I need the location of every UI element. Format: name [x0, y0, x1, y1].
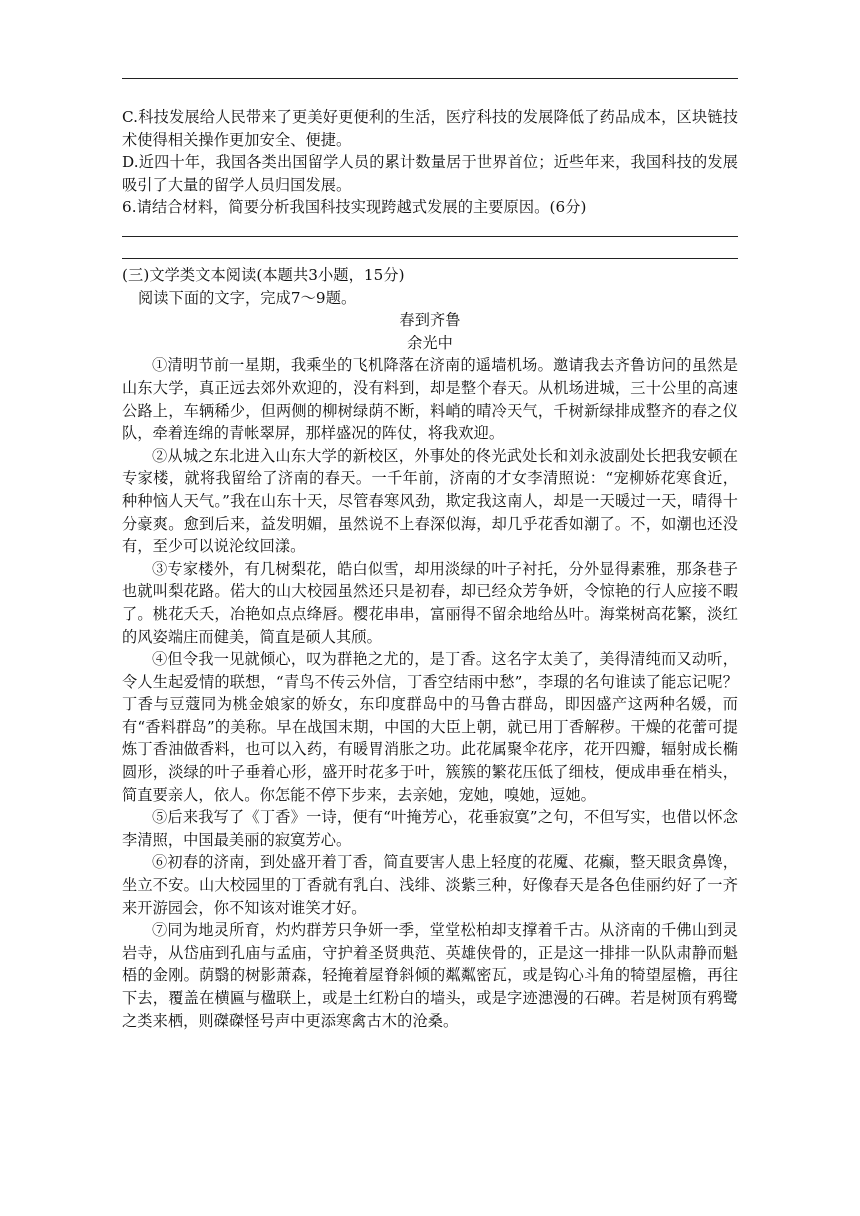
top-divider	[122, 78, 738, 79]
article-title: 春到齐鲁	[399, 311, 461, 330]
reading-section	[122, 264, 738, 1032]
paragraph-6: ⑥初春的济南，到处盛开着丁香，简直要害人患上轻度的花魇、花癫，整天眼贪鼻馋，坐立不安。山大校园里的丁香就有乳白、浅绯、淡紫三种，好像春天是各色佳丽约好了一齐来开游园会，你不知该对谁笑才好。	[122, 853, 738, 917]
paragraph-5: ⑤后来我写了《丁香》一诗，便有“叶掩芳心，花垂寂寞”之句，不但写实，也借以怀念李清照，中国最美丽的寂寞芳心。	[122, 808, 738, 849]
question-6: 6.请结合材料，简要分析我国科技实现跨越式发展的主要原因。(6分)	[122, 198, 587, 217]
section-heading: (三)文学类文本阅读(本题共3小题，15分)	[122, 266, 405, 284]
paragraph-2: ②从城之东北进入山东大学的新校区，外事处的佟光武处长和刘永波副处长把我安顿在专家楼，就将我留给了济南的春天。一千年前，济南的才女李清照说：“宠柳娇花寒食近，种种恼人天气。”我在山东十天，尽管春寒风劲，欺定我这南人，却是一天暖过一天，晴得十分豪爽。愈到后来，益发明媚，虽然说不上春深似海，却几乎花香如潮了。不，如潮也还没有，至少可以说沦纹回漾。	[122, 446, 738, 556]
paragraph-1: ①清明节前一星期，我乘坐的飞机降落在济南的遥墙机场。邀请我去齐鲁访问的虽然是山东大学，真正远去郊外欢迎的，没有料到，却是整个春天。从机场进城，三十公里的高速公路上，车辆稀少，但两侧的柳树绿荫不断，料峭的晴冷天气，千树新绿排成整齐的春之仪队，牵着连绵的青帐翠屏，那样盛况的阵仗，将我欢迎。	[122, 356, 738, 443]
paragraph-3: ③专家楼外，有几树梨花，皓白似雪，却用淡绿的叶子衬托，分外显得素雅，那条巷子也就叫梨花路。偌大的山大校园虽然还只是初春，却已经众芳争妍，令惊艳的行人应接不暇了。桃花夭夭，冶艳如点点绛唇。樱花串串，富丽得不留余地给丛叶。海棠树高花繁，淡红的风姿端庄而健美，简直是硕人其颀。	[122, 559, 738, 646]
section-instruction: 阅读下面的文字，完成7～9题。	[138, 288, 357, 307]
option-d: D.近四十年，我国各类出国留学人员的累计数量居于世界首位；近些年来，我国科技的发展吸引了大量的留学人员归国发展。	[122, 153, 738, 194]
answer-line-2	[122, 258, 738, 259]
answer-options	[122, 106, 738, 219]
answer-line-1	[122, 236, 738, 237]
paragraph-7: ⑦同为地灵所育，灼灼群芳只争妍一季，堂堂松柏却支撑着千古。从济南的千佛山到灵岩寺，从岱庙到孔庙与孟庙，守护着圣贤典范、英雄侠骨的，正是这一排排一队队肃静而魁梧的金刚。荫翳的树影萧森，轻掩着屋脊斜倾的粼粼密瓦，或是钩心斗角的犄望屋檐，再往下去，覆盖在横匾与楹联上，或是土红粉白的墙头，或是字迹漶漫的石碑。若是树顶有鸦鹭之类来栖，则磔磔怪号声中更添寒禽古木的沧桑。	[122, 921, 738, 1030]
option-c: C.科技发展给人民带来了更美好更便利的生活，医疗科技的发展降低了药品成本，区块链技术使得相关操作更加安全、便捷。	[122, 108, 738, 149]
article-author: 余光中	[407, 333, 453, 352]
paragraph-4: ④但令我一见就倾心，叹为群艳之尤的，是丁香。这名字太美了，美得清纯而又动听，令人生起爱情的联想，“青鸟不传云外信，丁香空结雨中愁”，李璟的名句谁读了能忘记呢？丁香与豆蔻同为桃金娘家的娇女，东印度群岛中的马鲁古群岛，即因盛产这两种名媛，而有“香料群岛”的美称。早在战国末期，中国的大臣上朝，就已用丁香解秽。干燥的花蕾可提炼丁香油做香料，也可以入药，有暖胃消胀之功。此花属聚伞花序，花开四瓣，辐射成长椭圆形，淡绿的叶子垂着心形，盛开时花多于叶，簇簇的繁花压低了细枝，便成串垂在梢头，简直要亲人，依人。你怎能不停下步来，去亲她，宠她，嗅她，逗她。	[122, 650, 738, 804]
